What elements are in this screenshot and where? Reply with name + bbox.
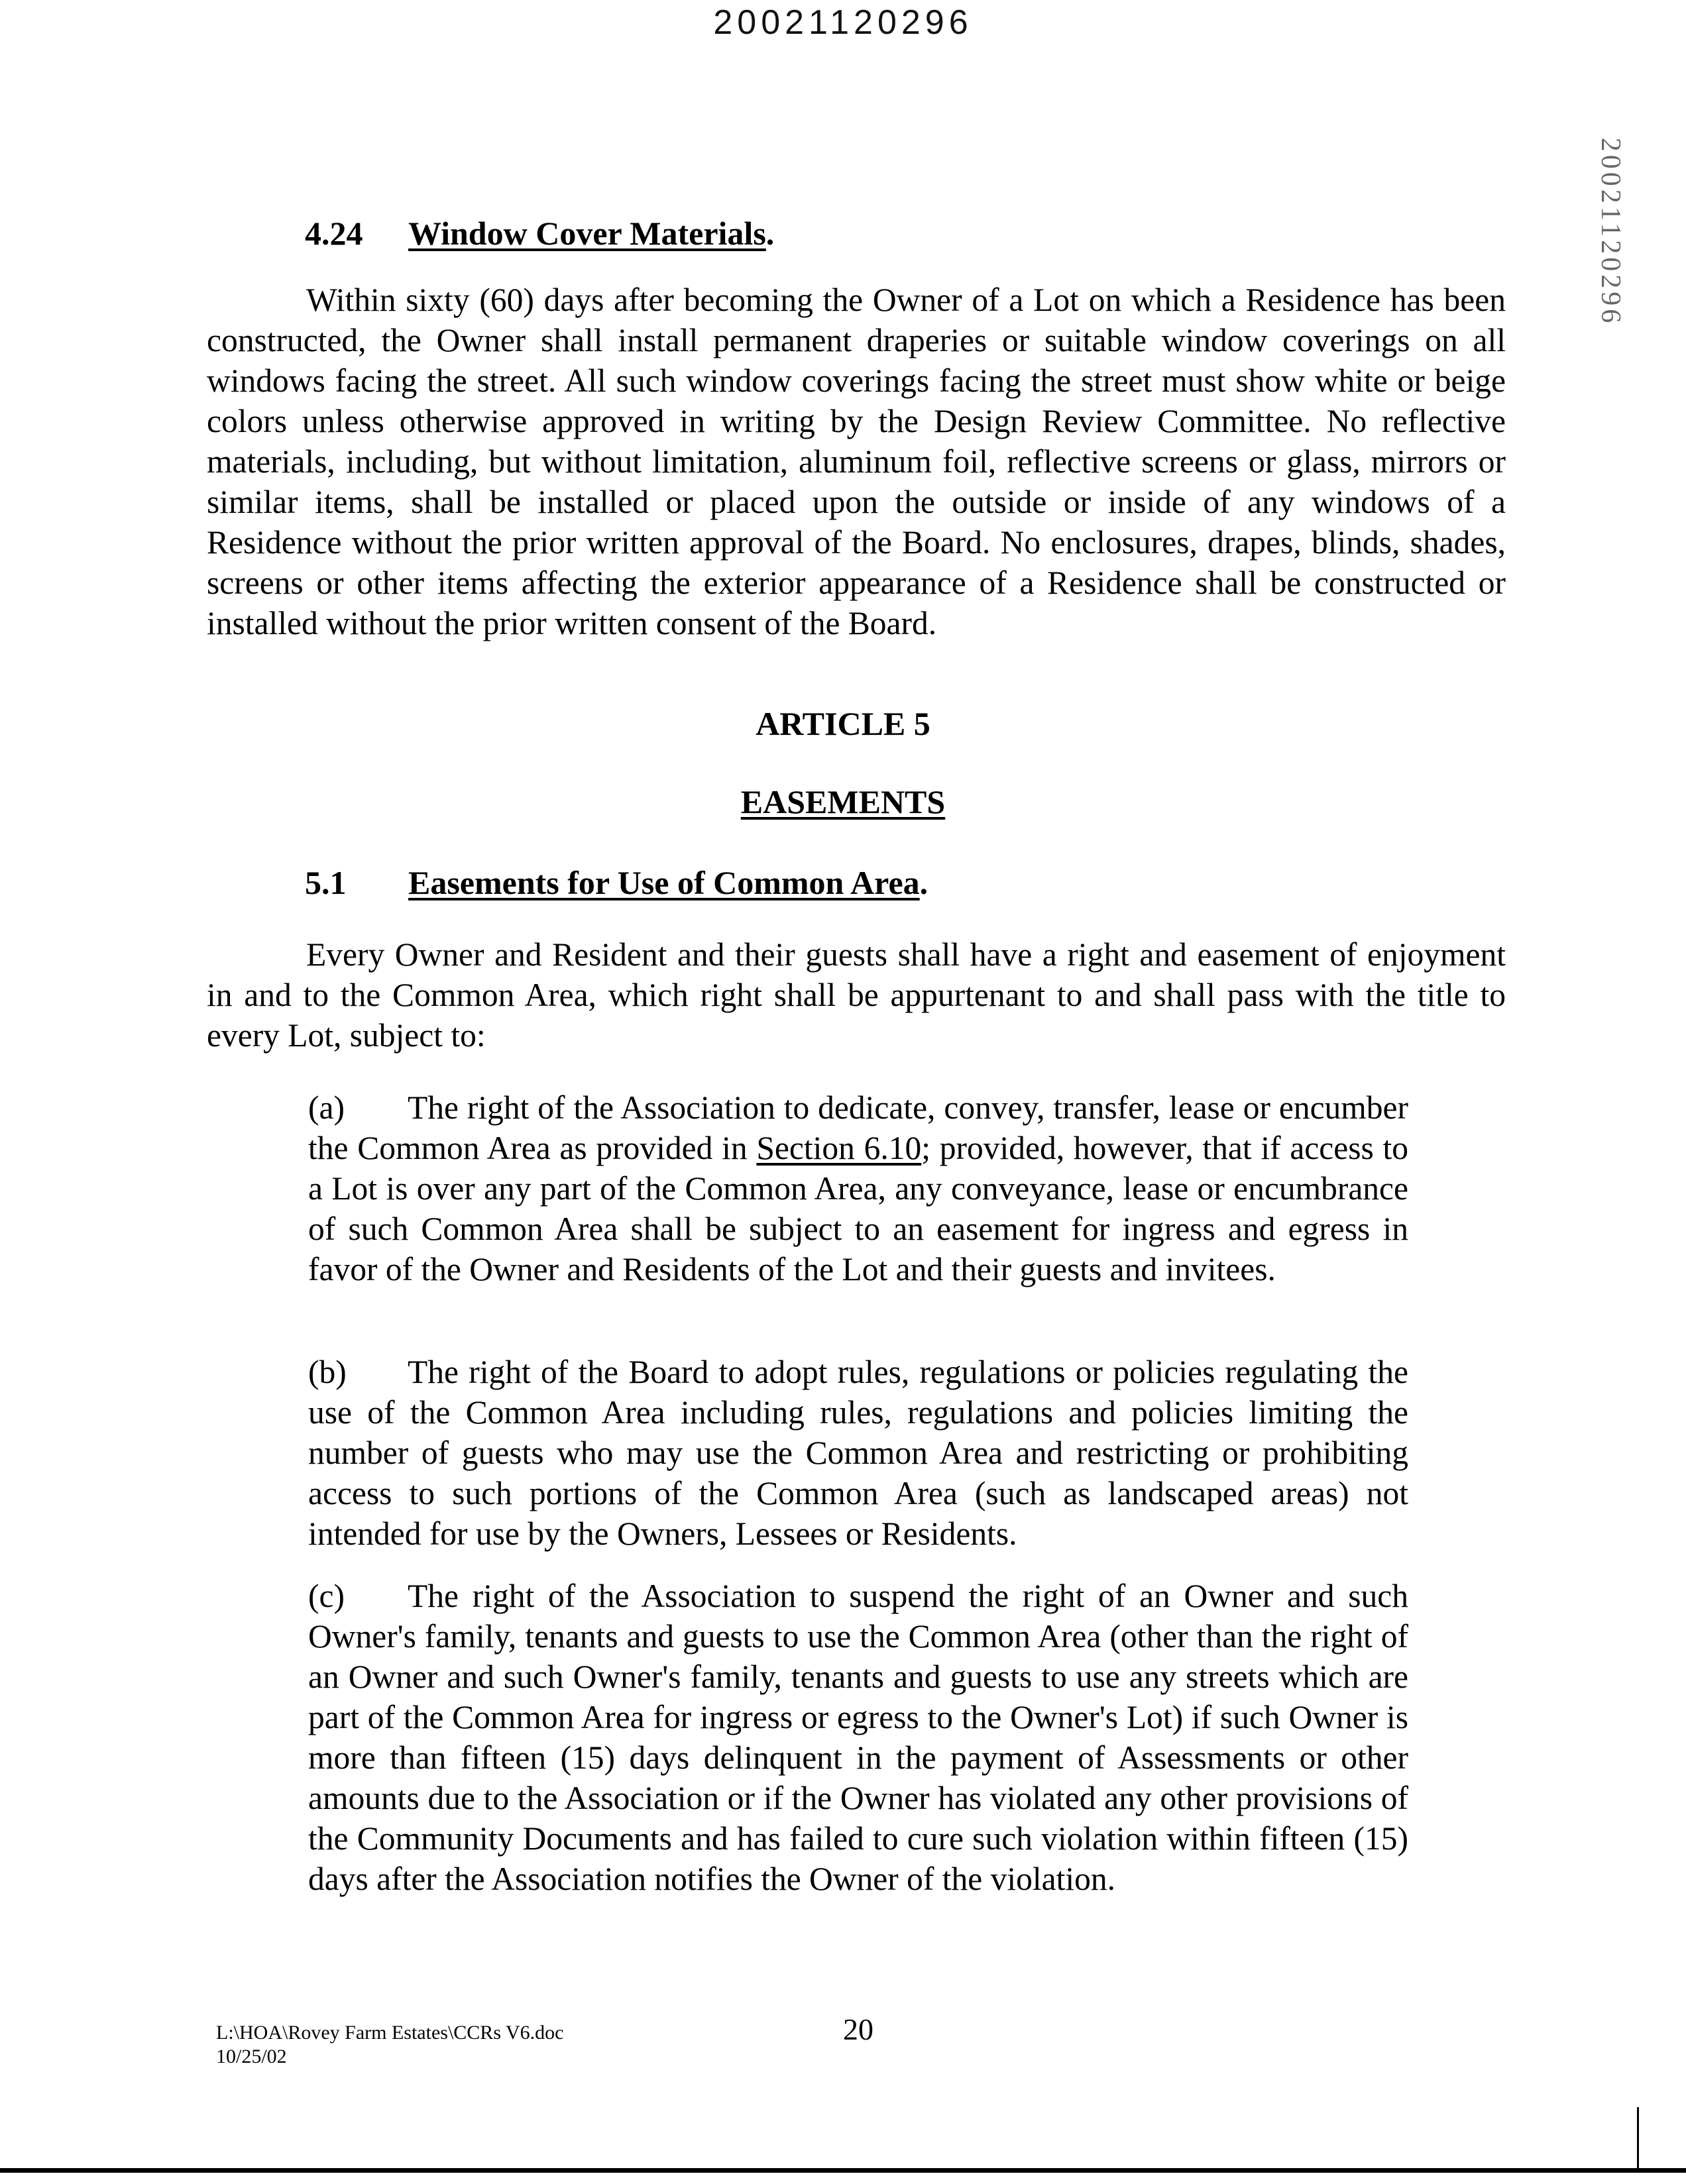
page-number: 20 xyxy=(843,2012,873,2046)
item-text: The right of the Association to suspend the right of an Owner and such Owner's family, tenants and guests to use the Common Area (other than the right of an Owner and such Owner's family, tenants and guests to use any streets which are part of the Common Area for ingress or egress to the Owner's Lot) if such Owner is more than fifteen (15) days delinquent in the payment of Assessments or other amounts due to the Association or if the Owner has violated any other provisions of the Community Documents and has failed to cure such violation within fifteen (15) days after the Association notifies the Owner of the violation. xyxy=(308,1578,1408,1897)
section-reference: Section 6.10 xyxy=(756,1130,922,1166)
item-text-continued: ; provided, however, that if access to a Lot is over any part of the Common Area, any conveyance, lease or encumbrance of such Common Area shall be subject to an easement for ingress and egress in favor of the Owner and Residents of the Lot and their guests and invitees. xyxy=(308,1130,1408,1287)
section-number: 5.1 xyxy=(305,864,347,901)
footer-file-path: L:\HOA\Rovey Farm Estates\CCRs V6.doc xyxy=(216,2022,564,2044)
list-item-b xyxy=(308,1352,1408,1554)
article-title xyxy=(0,782,1686,822)
article-title-text: EASEMENTS xyxy=(740,783,946,820)
item-text: The right of the Association to dedicate, convey, transfer, lease or encumber the Common Area as provided in xyxy=(308,1089,1408,1166)
list-item-a xyxy=(308,1087,1408,1289)
article-label: ARTICLE 5 xyxy=(756,705,930,742)
footer-file-info xyxy=(216,2021,563,2069)
section-5-1-heading xyxy=(305,863,928,902)
recording-number: 20021120296 xyxy=(713,3,973,42)
section-title-period: . xyxy=(919,864,928,901)
scan-edge-mark xyxy=(1637,2107,1639,2168)
side-recording-stamp: 20021120296 xyxy=(1595,137,1626,327)
item-text: The right of the Board to adopt rules, regulations or policies regulating the use of the Common Area including rules, regulations and policies limiting the number of guests who may use the Common Area and restricting or prohibiting access to such portions of the Common Area (such as landscaped areas) not intended for use by the Owners, Lessees or Residents. xyxy=(308,1354,1408,1552)
bottom-scan-border xyxy=(0,2168,1686,2173)
section-title: Easements for Use of Common Area xyxy=(408,864,920,901)
section-4-24-heading xyxy=(305,213,774,253)
item-label: (b) xyxy=(308,1354,347,1390)
item-label: (a) xyxy=(308,1089,345,1126)
section-number: 4.24 xyxy=(305,215,363,252)
list-item-c xyxy=(308,1576,1408,1899)
section-4-24-body: Within sixty (60) days after becoming the Owner of a Lot on which a Residence has been constructed, the Owner shall install permanent draperies or suitable window coverings on all windows facing the street. All such window coverings facing the street must show white or beige colors unless otherwise approved in writing by the Design Review Committee. No reflective materials, including, but without limitation, aluminum foil, reflective screens or glass, mirrors or similar items, shall be installed or placed upon the outside or inside of any windows of a Residence without the prior written approval of the Board. No enclosures, drapes, blinds, shades, screens or other items affecting the exterior appearance of a Residence shall be constructed or installed without the prior written consent of the Board. xyxy=(207,282,1506,641)
section-5-1-intro: Every Owner and Resident and their guests shall have a right and easement of enjoyment in and to the Common Area, which right shall be appurtenant to and shall pass with the title to every Lot, subject to: xyxy=(207,936,1506,1054)
section-title-period: . xyxy=(765,215,775,252)
item-label: (c) xyxy=(308,1578,345,1614)
footer-date: 10/25/02 xyxy=(216,2046,287,2067)
section-title: Window Cover Materials xyxy=(408,215,766,252)
